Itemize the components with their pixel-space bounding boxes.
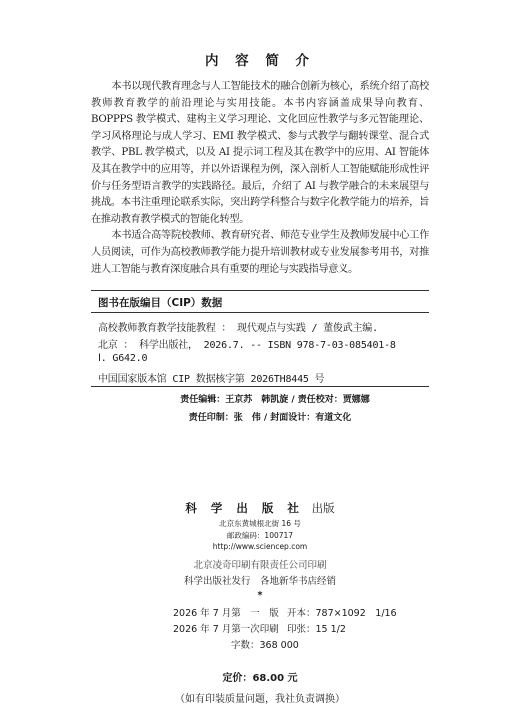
format-line: 开本：787×1092 1/16 bbox=[287, 608, 397, 619]
price-label: 定价： bbox=[222, 673, 253, 684]
publisher-website: http://www.sciencep.com bbox=[212, 542, 308, 551]
publisher-name: 科 学 出 版 社 bbox=[185, 501, 304, 515]
sheets-line: 印张：15 1/2 bbox=[287, 624, 346, 635]
printing-line: 2026 年 7 月第一次印刷 bbox=[173, 624, 279, 635]
distribution-line: 科学出版社发行 各地新华书店经销 bbox=[183, 576, 336, 587]
cip-title-line: 高校教师教育教学技能教程 ： 现代观点与实践 / 董俊武主编. bbox=[98, 323, 378, 334]
separator-star: * bbox=[257, 590, 263, 601]
intro-paragraph-2: 本书适合高等院校教师、教育研究者、师范专业学生及教师发展中心工作人员阅读，可作为高校教师教学能力提升培训教材或专业发展参考用书，对推进人工智能与教育深度融合具有重要的理论与实践指导意义。 bbox=[91, 230, 429, 275]
intro-paragraph-1: 本书以现代教育理念与人工智能技术的融合创新为核心，系统介绍了高校教师教育教学的前沿理论与实用技能。本书内容涵盖成果导向教育、BOPPPS 教学模式、建构主义学习理论、文化回应性教学与多元智能理论、学习风格理论与成人学习、EMI 教学模式、参与式教学与翻转课堂、混合式教学、PBL 教学模式，以及 AI 提示词工程及其在教学中的应用、AI 智能体及其在教学中的应用等，并以外语课程为例，深入剖析人工智能赋能形成性评价与任务型语言教学的实践路径。最后，介绍了 AI 与教学融合的未来展望与挑战。本书注重理论联系实际，突出跨学科整合与数字化教学能力的培养，旨在推动教育教学模式的智能化转型。 bbox=[91, 81, 429, 225]
cip-top-rule bbox=[91, 290, 429, 291]
cip-bottom-rule bbox=[91, 386, 429, 387]
publisher-postcode: 邮政编码：100717 bbox=[226, 531, 294, 540]
editor-credits: 责任编辑：王京苏 韩凯旋 / 责任校对：贾娜娜 bbox=[180, 395, 370, 405]
price-value: 68.00 元 bbox=[252, 673, 298, 684]
production-credits: 责任印制：张 伟 / 封面设计：有道文化 bbox=[188, 413, 352, 423]
cip-publisher-line: 北京 ： 科学出版社， 2026.7. -- ISBN 978-7-03-085401-8 bbox=[98, 340, 396, 351]
cip-classification-line: Ⅰ. G642.0 bbox=[98, 353, 148, 364]
quality-notice: （如有印装质量问题，我社负责调换） bbox=[175, 694, 345, 705]
word-count: 字数：368 000 bbox=[231, 640, 299, 651]
cip-heading: 图书在版编目（CIP）数据 bbox=[98, 297, 223, 309]
cip-number-line: 中国国家版本馆 CIP 数据核字第 2026TH8445 号 bbox=[98, 374, 325, 385]
publisher-suffix: 出版 bbox=[311, 501, 335, 515]
publisher-address: 北京东黄城根北街 16 号 bbox=[219, 519, 301, 528]
publisher-row bbox=[0, 500, 520, 516]
page-title: 内 容 简 介 bbox=[204, 53, 316, 69]
edition-line: 2026 年 7 月第 一 版 bbox=[173, 608, 279, 619]
price-line bbox=[0, 669, 520, 684]
printer-line: 北京凌奇印刷有限责任公司印刷 bbox=[193, 560, 327, 571]
cip-heading-rule bbox=[91, 312, 429, 313]
intro-section bbox=[91, 79, 429, 278]
